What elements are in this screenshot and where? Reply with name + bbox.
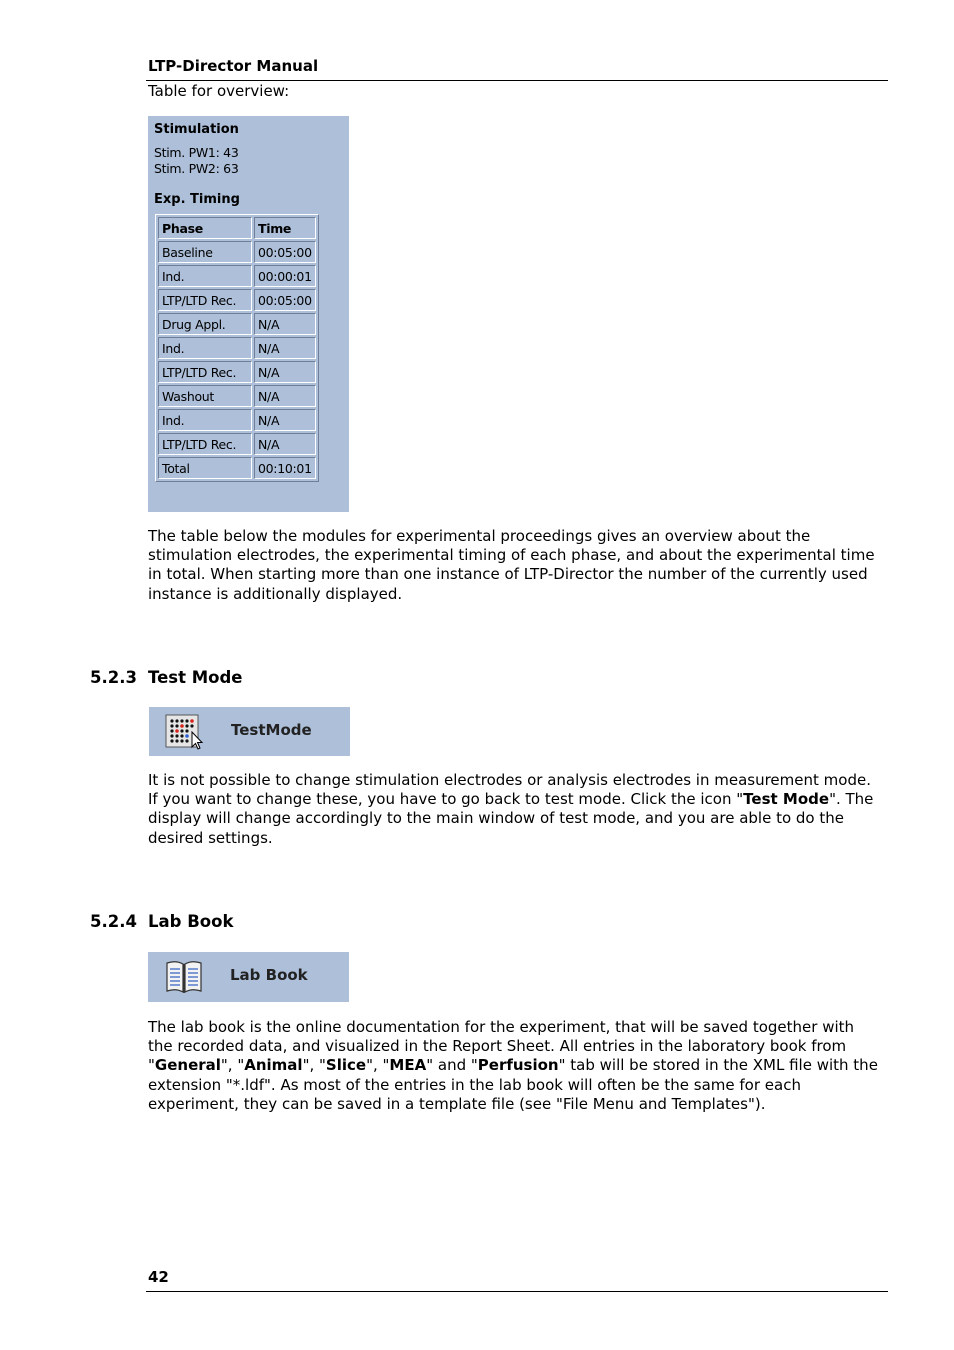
time-cell: N/A — [254, 313, 316, 335]
stim-pw2: Stim. PW2: 63 — [154, 161, 239, 176]
test-mode-paragraph — [148, 771, 878, 848]
emphasis-mea: MEA — [389, 1056, 427, 1075]
intro-text: Table for overview: — [148, 82, 290, 100]
text-run: " tab will be stored in the XML file with the extension "*.ldf". As most of the entries in the lab book will often be the same for each experiment, they can be saved in a template file (see "File Menu and Templates"). — [148, 1056, 878, 1113]
time-cell: 00:00:01 — [254, 265, 316, 287]
lab-book-paragraph — [148, 1018, 878, 1114]
time-cell: N/A — [254, 337, 316, 359]
stimulation-title: Stimulation — [154, 122, 239, 137]
table-row — [158, 409, 316, 431]
test-mode-button[interactable] — [149, 707, 350, 756]
emphasis-perfusion: Perfusion — [477, 1056, 559, 1075]
phase-cell: Baseline — [158, 241, 252, 263]
text-run: The lab book is the online documentation for the experiment, that will be saved together with the recorded data, and visualized in the Report Sheet. All entries in the laboratory book from " — [148, 1018, 855, 1075]
section-title: Test Mode — [148, 668, 243, 687]
emphasis-slice: Slice — [325, 1056, 367, 1075]
section-number: 5.2.3 — [90, 668, 137, 687]
timing-title: Exp. Timing — [154, 192, 240, 207]
table-row — [158, 457, 316, 479]
text-run: ". The display will change accordingly to the main window of test mode, and you are able to do the desired settings. — [148, 790, 874, 847]
phase-cell: Total — [158, 457, 252, 479]
phase-cell: Ind. — [158, 265, 252, 287]
emphasis-animal: Animal — [244, 1056, 303, 1075]
emphasis-general: General — [154, 1056, 221, 1075]
text-run: It is not possible to change stimulation electrodes or analysis electrodes in measurement mode. If you want to change these, you have to go back to test mode. Click the icon " — [148, 771, 871, 809]
page-number: 42 — [148, 1268, 169, 1286]
table-row — [158, 313, 316, 335]
stim-pw1: Stim. PW1: 43 — [154, 145, 239, 160]
document-title: LTP-Director Manual — [148, 57, 319, 75]
table-row — [158, 289, 316, 311]
table-row — [158, 361, 316, 383]
time-cell: N/A — [254, 409, 316, 431]
section-heading-lab-book — [90, 912, 233, 931]
electrode-grid-cursor-icon — [165, 714, 205, 750]
lab-book-button-label: Lab Book — [230, 966, 308, 984]
table-row — [158, 433, 316, 455]
text-run: ", " — [302, 1056, 326, 1075]
emphasis-test-mode: Test Mode — [743, 790, 830, 809]
phase-cell: Ind. — [158, 409, 252, 431]
timing-table — [155, 214, 319, 482]
footer-divider — [146, 1291, 888, 1292]
phase-cell: LTP/LTD Rec. — [158, 289, 252, 311]
section-number: 5.2.4 — [90, 912, 137, 931]
phase-cell: LTP/LTD Rec. — [158, 433, 252, 455]
phase-cell: LTP/LTD Rec. — [158, 361, 252, 383]
time-cell: N/A — [254, 385, 316, 407]
section-title: Lab Book — [148, 912, 234, 931]
time-cell: N/A — [254, 433, 316, 455]
column-header-phase: Phase — [158, 217, 252, 239]
test-mode-button-label: TestMode — [231, 721, 312, 739]
text-run: ", " — [220, 1056, 245, 1075]
table-row — [158, 265, 316, 287]
time-cell: 00:10:01 — [254, 457, 316, 479]
open-book-icon — [164, 959, 204, 995]
time-cell: 00:05:00 — [254, 289, 316, 311]
column-header-time: Time — [254, 217, 316, 239]
time-cell: N/A — [254, 361, 316, 383]
table-row — [158, 337, 316, 359]
overview-paragraph: The table below the modules for experimental proceedings gives an overview about the stimulation electrodes, the experimental timing of each phase, and about the experimental time in total. When starting more than one instance of LTP-Director the number of the currently used instance is additionally displayed. — [148, 527, 875, 603]
lab-book-button[interactable] — [148, 952, 349, 1002]
text-run: ", " — [366, 1056, 390, 1075]
phase-cell: Ind. — [158, 337, 252, 359]
table-row — [158, 241, 316, 263]
table-header-row — [158, 217, 316, 239]
section-heading-test-mode — [90, 668, 242, 687]
header-divider — [146, 80, 888, 81]
time-cell: 00:05:00 — [254, 241, 316, 263]
overview-panel — [148, 116, 349, 512]
table-row — [158, 385, 316, 407]
phase-cell: Drug Appl. — [158, 313, 252, 335]
text-run: " and " — [426, 1056, 478, 1075]
phase-cell: Washout — [158, 385, 252, 407]
